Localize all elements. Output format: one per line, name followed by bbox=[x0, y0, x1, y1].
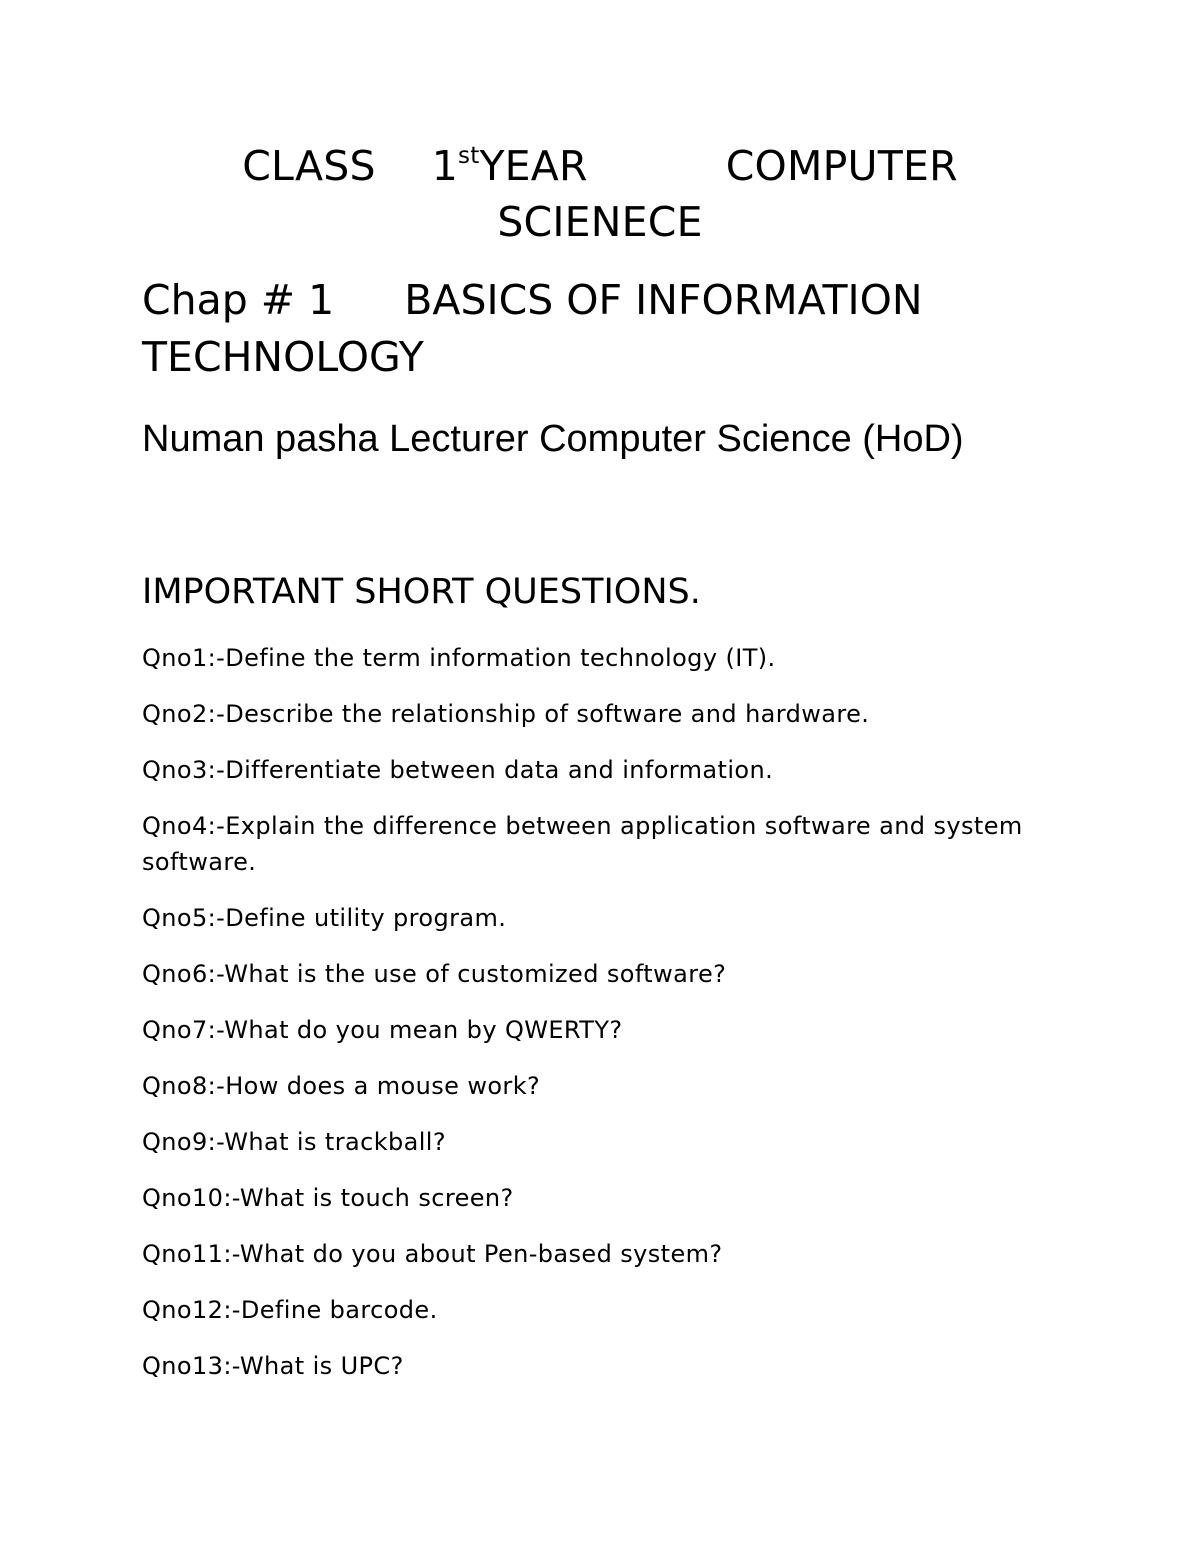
question-item: Qno10:-What is touch screen? bbox=[142, 1184, 514, 1212]
author-line: Numan pasha Lecturer Computer Science (HoD) bbox=[142, 418, 964, 460]
question-item: Qno3:-Differentiate between data and information. bbox=[142, 756, 774, 784]
question-item: Qno5:-Define utility program. bbox=[142, 904, 507, 932]
year-label: YEAR bbox=[479, 142, 588, 190]
question-item: Qno13:-What is UPC? bbox=[142, 1352, 404, 1380]
question-item: Qno8:-How does a mouse work? bbox=[142, 1072, 541, 1100]
question-item: Qno6:-What is the use of customized software? bbox=[142, 960, 727, 988]
document-title bbox=[142, 138, 1058, 250]
question-item: Qno2:-Describe the relationship of software and hardware. bbox=[142, 700, 870, 728]
question-item: Qno1:-Define the term information technology (IT). bbox=[142, 644, 776, 672]
subject-line-1: COMPUTER bbox=[725, 142, 958, 190]
question-item: Qno7:-What do you mean by QWERTY? bbox=[142, 1016, 623, 1044]
question-item: Qno12:-Define barcode. bbox=[142, 1296, 438, 1324]
subject-line-2: SCIENECE bbox=[497, 198, 703, 246]
year-superscript: st bbox=[458, 143, 480, 169]
year-number: 1 bbox=[431, 142, 459, 190]
chapter-number: Chap # 1 bbox=[142, 276, 335, 324]
class-label: CLASS bbox=[242, 142, 376, 190]
question-list bbox=[142, 640, 1062, 1404]
question-item: Qno11:-What do you about Pen-based system? bbox=[142, 1240, 723, 1268]
chapter-title-line-1: BASICS OF INFORMATION bbox=[404, 276, 923, 324]
question-item: Qno4:-Explain the difference between application software and system software. bbox=[142, 812, 1023, 876]
chapter-heading bbox=[142, 272, 1042, 386]
question-item: Qno9:-What is trackball? bbox=[142, 1128, 447, 1156]
section-title: IMPORTANT SHORT QUESTIONS. bbox=[142, 572, 701, 612]
chapter-title-line-2: TECHNOLOGY bbox=[142, 333, 424, 381]
